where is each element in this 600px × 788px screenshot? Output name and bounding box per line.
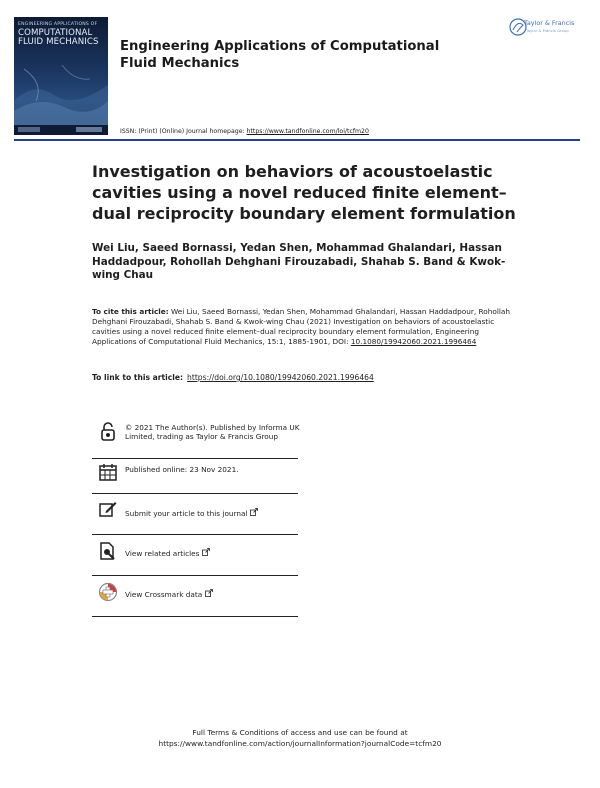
cover-logo-left — [18, 127, 40, 132]
crossmark-link[interactable] — [125, 589, 301, 599]
journal-cover — [14, 17, 108, 135]
published-row — [92, 459, 298, 493]
cover-big-title: COMPUTATIONAL FLUID MECHANICS — [18, 28, 99, 48]
cover-logo-right — [76, 127, 102, 132]
journal-name: Engineering Applications of Computational Fluid Mechanics — [120, 39, 440, 71]
divider — [92, 575, 298, 576]
citation-text: Wei Liu, Saeed Bornassi, Yedan Shen, Mohammad Ghalandari, Hassan Haddadpour, Rohollah Dehghani Firouzabadi, Shahab S. Band & Kwok-wing Chau (2021) Investigation on behaviors of acoustoelastic cavities using a novel reduced finite element–dual reciprocity boundary element formulation, Engineering Applications of Computational Fluid Mechanics, 15:1, 1885-1901, DOI: — [92, 307, 510, 347]
related-text[interactable]: View related articles — [125, 549, 200, 558]
citation-doi-link[interactable]: 10.1080/19942060.2021.1996464 — [350, 337, 477, 347]
edit-icon — [98, 499, 118, 519]
cover-artwork — [14, 61, 108, 125]
submit-text[interactable]: Submit your article to this journal — [125, 509, 248, 518]
cover-footer — [14, 125, 108, 135]
authors: Wei Liu, Saeed Bornassi, Yedan Shen, Mohammad Ghalandari, Hassan Haddadpour, Rohollah Dehghani Firouzabadi, Shahab S. Band & Kwok-wing Chau — [92, 242, 506, 282]
citation-label: To cite this article: — [92, 307, 169, 316]
external-link-icon — [205, 589, 213, 597]
crossmark-text[interactable]: View Crossmark data — [125, 590, 203, 599]
footer-line-1: Full Terms & Conditions of access and use can be found at — [192, 728, 408, 737]
license-row — [92, 419, 298, 459]
external-link-icon — [250, 508, 258, 516]
article-doi-link[interactable]: https://doi.org/10.1080/19942060.2021.1996464 — [187, 373, 374, 382]
footer — [0, 728, 600, 749]
issn-line — [120, 128, 369, 135]
cover-small-title: ENGINEERING APPLICATIONS OF — [18, 22, 98, 27]
link-label: To link to this article: — [92, 373, 184, 382]
divider — [92, 616, 298, 617]
related-row[interactable] — [92, 537, 298, 573]
related-articles-icon — [98, 541, 118, 561]
submit-row[interactable] — [92, 497, 298, 533]
crossmark-row[interactable] — [92, 578, 298, 614]
calendar-icon — [98, 462, 118, 482]
article-title: Investigation on behaviors of acoustoelastic cavities using a novel reduced finite element–dual reciprocity boundary element formulation — [92, 162, 516, 223]
divider — [92, 493, 298, 494]
crossmark-icon — [98, 582, 118, 602]
divider — [92, 534, 298, 535]
submit-link[interactable] — [125, 508, 301, 518]
license-text: © 2021 The Author(s). Published by Informa UK Limited, trading as Taylor & Francis Group — [125, 423, 300, 442]
related-link[interactable] — [125, 548, 301, 558]
published-date: Published online: 23 Nov 2021. — [125, 465, 239, 474]
issn-prefix: ISSN: (Print) (Online) Journal homepage: — [120, 128, 247, 135]
journal-homepage-link[interactable]: https://www.tandfonline.com/loi/tcfm20 — [246, 128, 369, 135]
publisher-logo-text: Taylor & Francis — [524, 19, 575, 27]
external-link-icon — [202, 548, 210, 556]
publisher-logo-subtext: Taylor & Francis Group — [526, 28, 569, 33]
open-access-icon — [98, 421, 118, 441]
header-rule — [14, 139, 580, 141]
article-link-line — [92, 373, 374, 382]
citation-block — [92, 307, 512, 347]
footer-terms-link[interactable]: https://www.tandfonline.com/action/journalInformation?journalCode=tcfm20 — [158, 738, 442, 748]
